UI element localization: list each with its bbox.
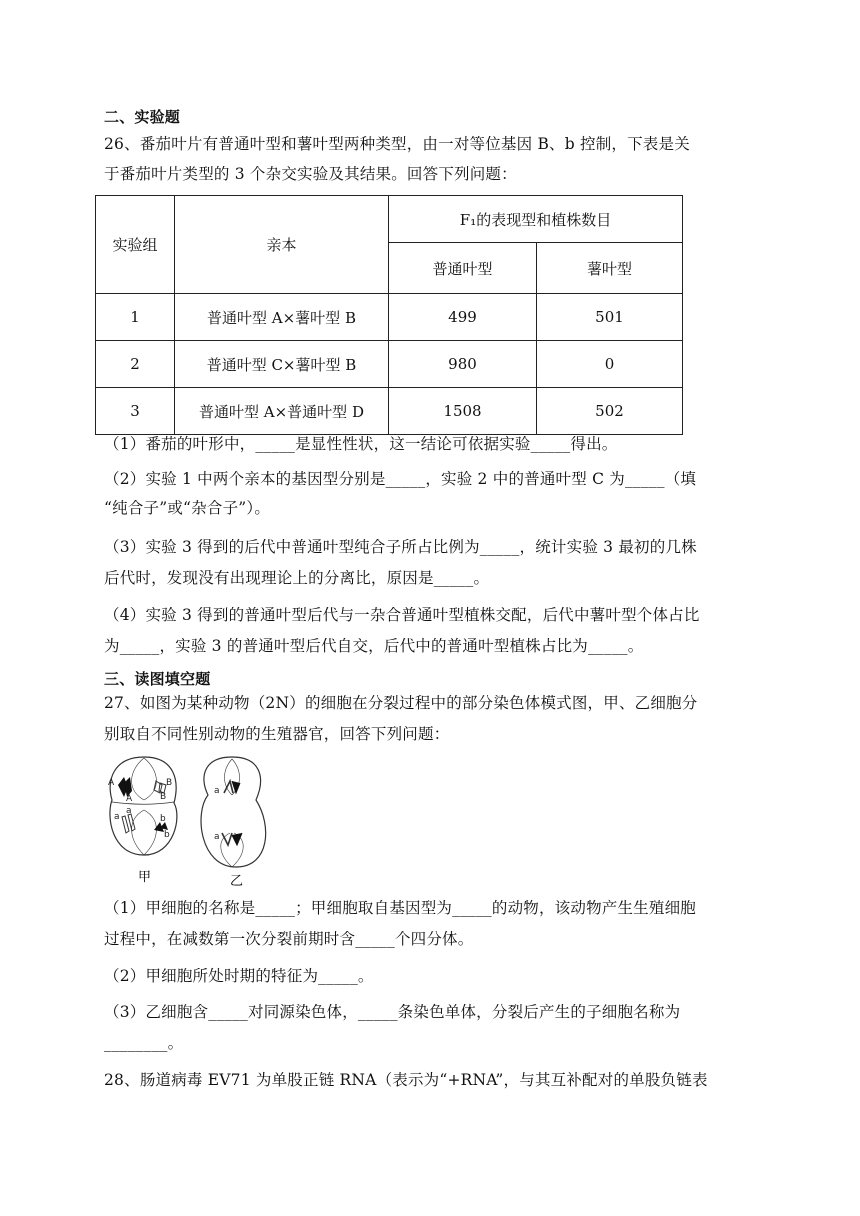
table-row xyxy=(96,294,683,341)
gene-label: a xyxy=(214,832,220,842)
cell-potato: 501 xyxy=(537,294,683,341)
cell-group: 2 xyxy=(96,341,175,388)
q26-part3-line2: 后代时，发现没有出现理论上的分离比，原因是_____。 xyxy=(104,569,490,587)
chromosomes-jia xyxy=(118,777,168,833)
gene-label: a xyxy=(114,812,120,822)
cell-parent: 普通叶型 A×普通叶型 D xyxy=(175,388,389,435)
cell-division-figure xyxy=(104,755,284,890)
cell-group: 1 xyxy=(96,294,175,341)
q26-part2-line1: （2）实验 1 中两个亲本的基因型分别是_____，实验 2 中的普通叶型 C 为_____（填 xyxy=(104,470,697,488)
table-row xyxy=(96,341,683,388)
cell-normal: 1508 xyxy=(389,388,537,435)
table-row xyxy=(96,388,683,435)
gene-label: B xyxy=(166,778,173,788)
q26-stem-line2: 于番茄叶片类型的 3 个杂交实验及其结果。回答下列问题： xyxy=(104,165,517,183)
cell-normal: 499 xyxy=(389,294,537,341)
gene-label: A xyxy=(108,778,115,788)
cell-potato: 502 xyxy=(537,388,683,435)
chromosomes-yi xyxy=(222,781,242,845)
gene-label: a xyxy=(126,806,132,816)
cell-group: 3 xyxy=(96,388,175,435)
cell-potato: 0 xyxy=(537,341,683,388)
header-f1: F₁的表现型和植株数目 xyxy=(389,196,683,243)
gene-label: b xyxy=(164,830,170,840)
q26-part1: （1）番茄的叶形中，_____是显性性状，这一结论可依据实验_____得出。 xyxy=(104,435,618,453)
hybrid-results-table xyxy=(95,195,683,435)
cell-parent: 普通叶型 A×薯叶型 B xyxy=(175,294,389,341)
q26-part2-line2: “纯合子”或“杂合子”）。 xyxy=(104,499,271,517)
header-potato-leaf: 薯叶型 xyxy=(537,243,683,294)
q27-part1-line2: 过程中，在减数第一次分裂前期时含_____个四分体。 xyxy=(104,930,474,948)
q26-part4-line2: 为_____，实验 3 的普通叶型后代自交，后代中的普通叶型植株占比为_____。 xyxy=(104,637,644,655)
header-parent: 亲本 xyxy=(175,196,389,294)
q27-stem-line2: 别取自不同性别动物的生殖器官，回答下列问题： xyxy=(104,725,450,743)
header-normal-leaf: 普通叶型 xyxy=(389,243,537,294)
q26-stem-line1: 26、番茄叶片有普通叶型和薯叶型两种类型，由一对等位基因 B、b 控制，下表是关 xyxy=(104,135,690,153)
cell-label-jia: 甲 xyxy=(138,870,152,885)
cell-yi xyxy=(201,757,266,867)
q27-part2: （2）甲细胞所处时期的特征为_____。 xyxy=(104,967,374,985)
q27-stem-line1: 27、如图为某种动物（2N）的细胞在分裂过程中的部分染色体模式图，甲、乙细胞分 xyxy=(104,694,698,712)
q27-part3-line2: ________。 xyxy=(104,1034,184,1052)
gene-label: B xyxy=(160,792,167,802)
cell-parent: 普通叶型 C×薯叶型 B xyxy=(175,341,389,388)
section-title-experiment: 二、实验题 xyxy=(104,108,181,126)
gene-label: b xyxy=(160,814,166,824)
header-group: 实验组 xyxy=(96,196,175,294)
cell-normal: 980 xyxy=(389,341,537,388)
cell-jia xyxy=(110,757,177,855)
gene-label: a xyxy=(214,786,220,796)
q27-part3-line1: （3）乙细胞含_____对同源染色体，_____条染色单体，分裂后产生的子细胞名称为 xyxy=(104,1003,681,1021)
cell-label-yi: 乙 xyxy=(230,874,244,889)
section-title-figure: 三、读图填空题 xyxy=(104,670,211,688)
q27-part1-line1: （1）甲细胞的名称是_____；甲细胞取自基因型为_____的动物，该动物产生生殖细胞 xyxy=(104,899,696,917)
q28-stem-line1: 28、肠道病毒 EV71 为单股正链 RNA（表示为“+RNA”，与其互补配对的单股负链表 xyxy=(104,1071,708,1089)
gene-label: A xyxy=(126,794,133,804)
q26-part4-line1: （4）实验 3 得到的普通叶型后代与一杂合普通叶型植株交配，后代中薯叶型个体占比 xyxy=(104,606,700,624)
q26-part3-line1: （3）实验 3 得到的后代中普通叶型纯合子所占比例为_____，统计实验 3 最初的几株 xyxy=(104,538,697,556)
